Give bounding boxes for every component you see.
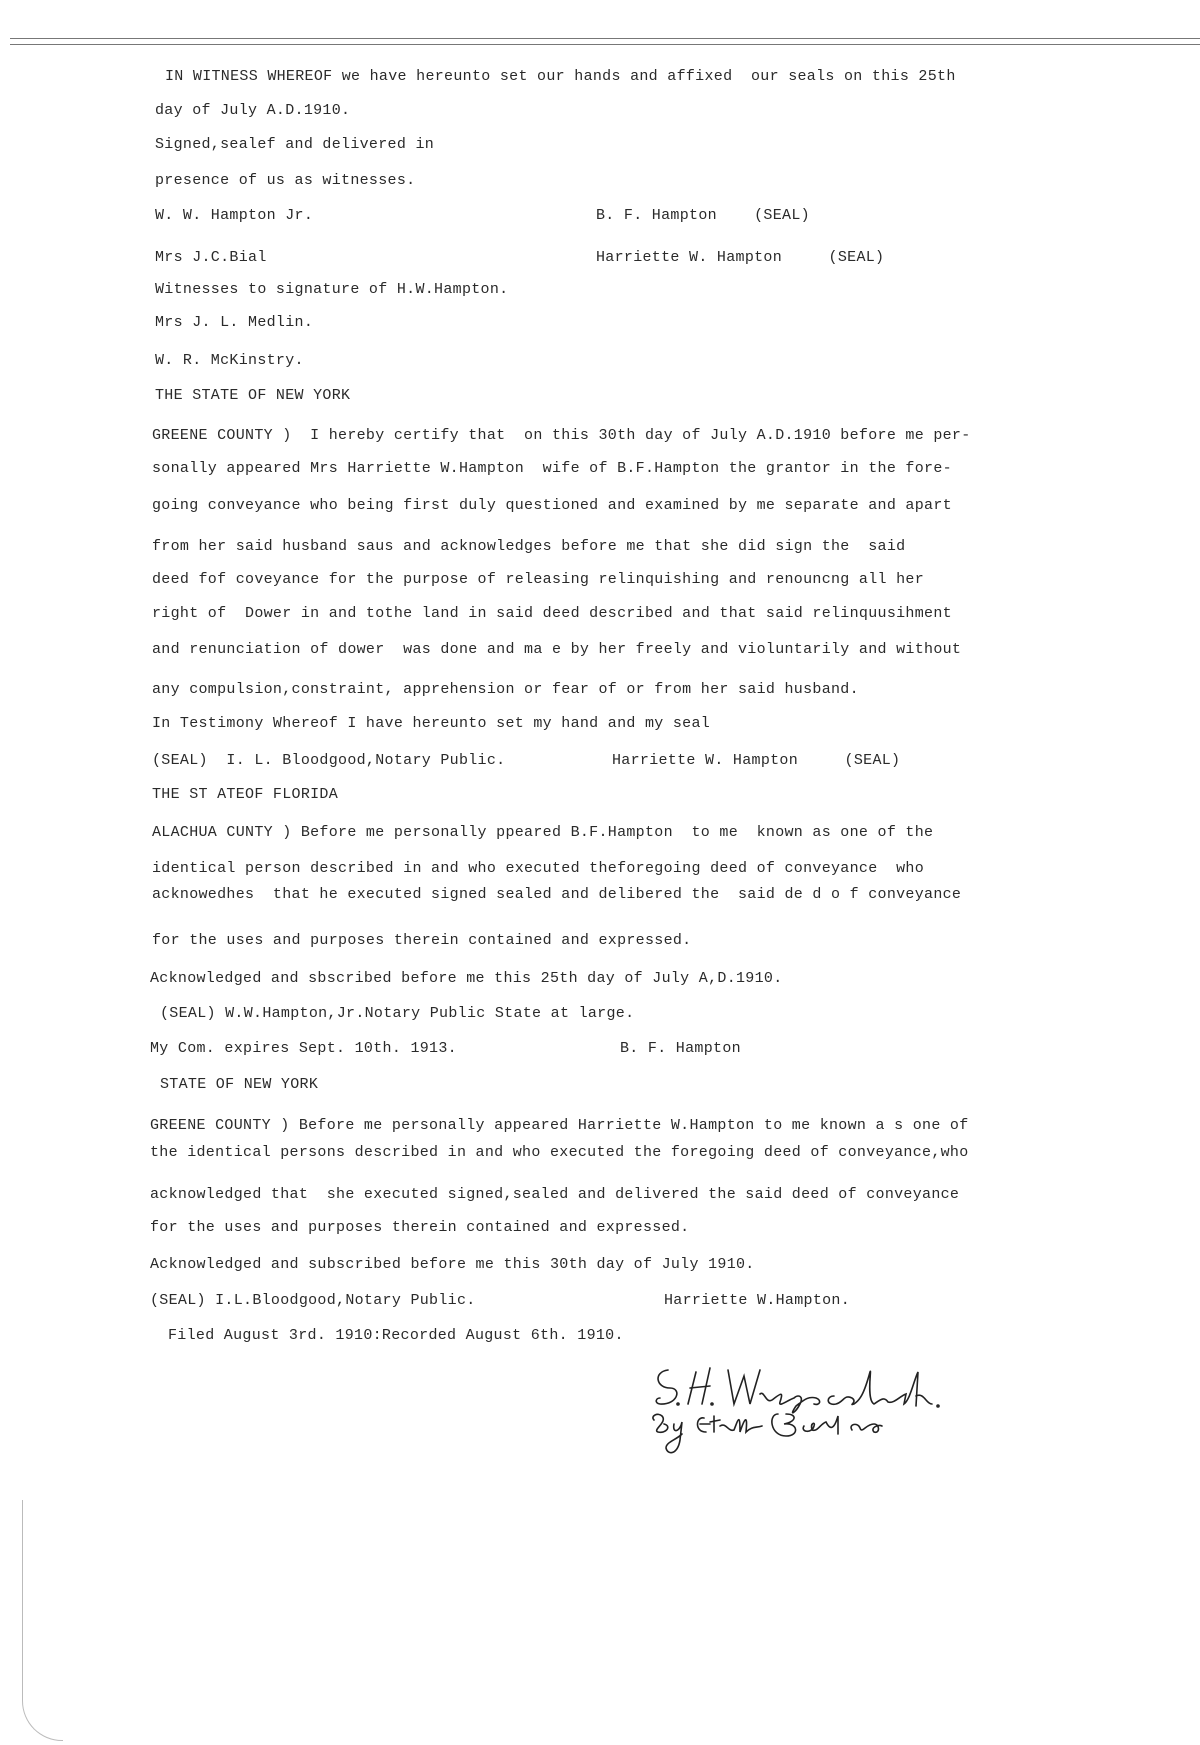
page-edge <box>22 1500 63 1741</box>
witness-name: Mrs J.C.Bial <box>155 249 267 266</box>
text-line: In Testimony Whereof I have hereunto set my hand and my seal <box>152 715 711 732</box>
text-line: acknowedhes that he executed signed sealed and delibered the said de d o f conveyance <box>152 886 962 903</box>
text-line: acknowledged that she executed signed,sealed and delivered the said deed of conveyance <box>150 1186 960 1203</box>
signatory-name: B. F. Hampton (SEAL) <box>596 207 810 224</box>
text-line: from her said husband saus and acknowledges before me that she did sign the said <box>152 538 906 555</box>
text-line: Witnesses to signature of H.W.Hampton. <box>155 281 509 298</box>
text-line: day of July A.D.1910. <box>155 102 351 119</box>
text-line: any compulsion,constraint, apprehension or fear of or from her said husband. <box>152 681 859 698</box>
signatory-name: B. F. Hampton <box>620 1040 741 1057</box>
text-line: right of Dower in and tothe land in said deed described and that said relinquusihment <box>152 605 952 622</box>
section-heading: STATE OF NEW YORK <box>160 1076 319 1093</box>
top-rule <box>10 38 1200 39</box>
text-line: Acknowledged and subscribed before me this 30th day of July 1910. <box>150 1256 755 1273</box>
text-line: identical person described in and who executed theforegoing deed of conveyance who <box>152 860 925 877</box>
handwritten-clerk-signature <box>648 1360 988 1460</box>
text-line: presence of us as witnesses. <box>155 172 416 189</box>
text-line: for the uses and purposes therein contained and expressed. <box>150 1219 690 1236</box>
text-line: deed fof coveyance for the purpose of releasing relinquishing and renouncng all her <box>152 571 925 588</box>
text-line: going conveyance who being first duly questioned and examined by me separate and apart <box>152 497 952 514</box>
text-line: Signed,sealef and delivered in <box>155 136 435 153</box>
text-line: for the uses and purposes therein contained and expressed. <box>152 932 692 949</box>
text-line: IN WITNESS WHEREOF we have hereunto set our hands and affixed our seals on this 25th <box>165 68 956 85</box>
text-line: ALACHUA CUNTY ) Before me personally ppeared B.F.Hampton to me known as one of the <box>152 824 934 841</box>
text-line: My Com. expires Sept. 10th. 1913. <box>150 1040 457 1057</box>
text-line: (SEAL) I. L. Bloodgood,Notary Public. <box>152 752 506 769</box>
top-rule <box>10 44 1200 45</box>
signatory-name: Harriette W. Hampton (SEAL) <box>612 752 901 769</box>
text-line: GREENE COUNTY ) Before me personally appeared Harriette W.Hampton to me known a s one of <box>150 1117 969 1134</box>
text-line: and renunciation of dower was done and ma e by her freely and violuntarily and without <box>152 641 962 658</box>
text-line: the identical persons described in and who executed the foregoing deed of conveyance,who <box>150 1144 969 1161</box>
witness-name: W. R. McKinstry. <box>155 352 304 369</box>
filing-note: Filed August 3rd. 1910:Recorded August 6th. 1910. <box>168 1327 624 1344</box>
text-line: GREENE COUNTY ) I hereby certify that on this 30th day of July A.D.1910 before me per- <box>152 427 971 444</box>
text-line: (SEAL) I.L.Bloodgood,Notary Public. <box>150 1292 476 1309</box>
witness-name: Mrs J. L. Medlin. <box>155 314 314 331</box>
section-heading: THE ST ATEOF FLORIDA <box>152 786 339 803</box>
witness-name: W. W. Hampton Jr. <box>155 207 314 224</box>
signatory-name: Harriette W. Hampton (SEAL) <box>596 249 885 266</box>
text-line: sonally appeared Mrs Harriette W.Hampton wife of B.F.Hampton the grantor in the fore- <box>152 460 952 477</box>
text-line: Acknowledged and sbscribed before me this 25th day of July A,D.1910. <box>150 970 783 987</box>
text-line: (SEAL) W.W.Hampton,Jr.Notary Public State at large. <box>160 1005 635 1022</box>
section-heading: THE STATE OF NEW YORK <box>155 387 351 404</box>
signatory-name: Harriette W.Hampton. <box>664 1292 851 1309</box>
